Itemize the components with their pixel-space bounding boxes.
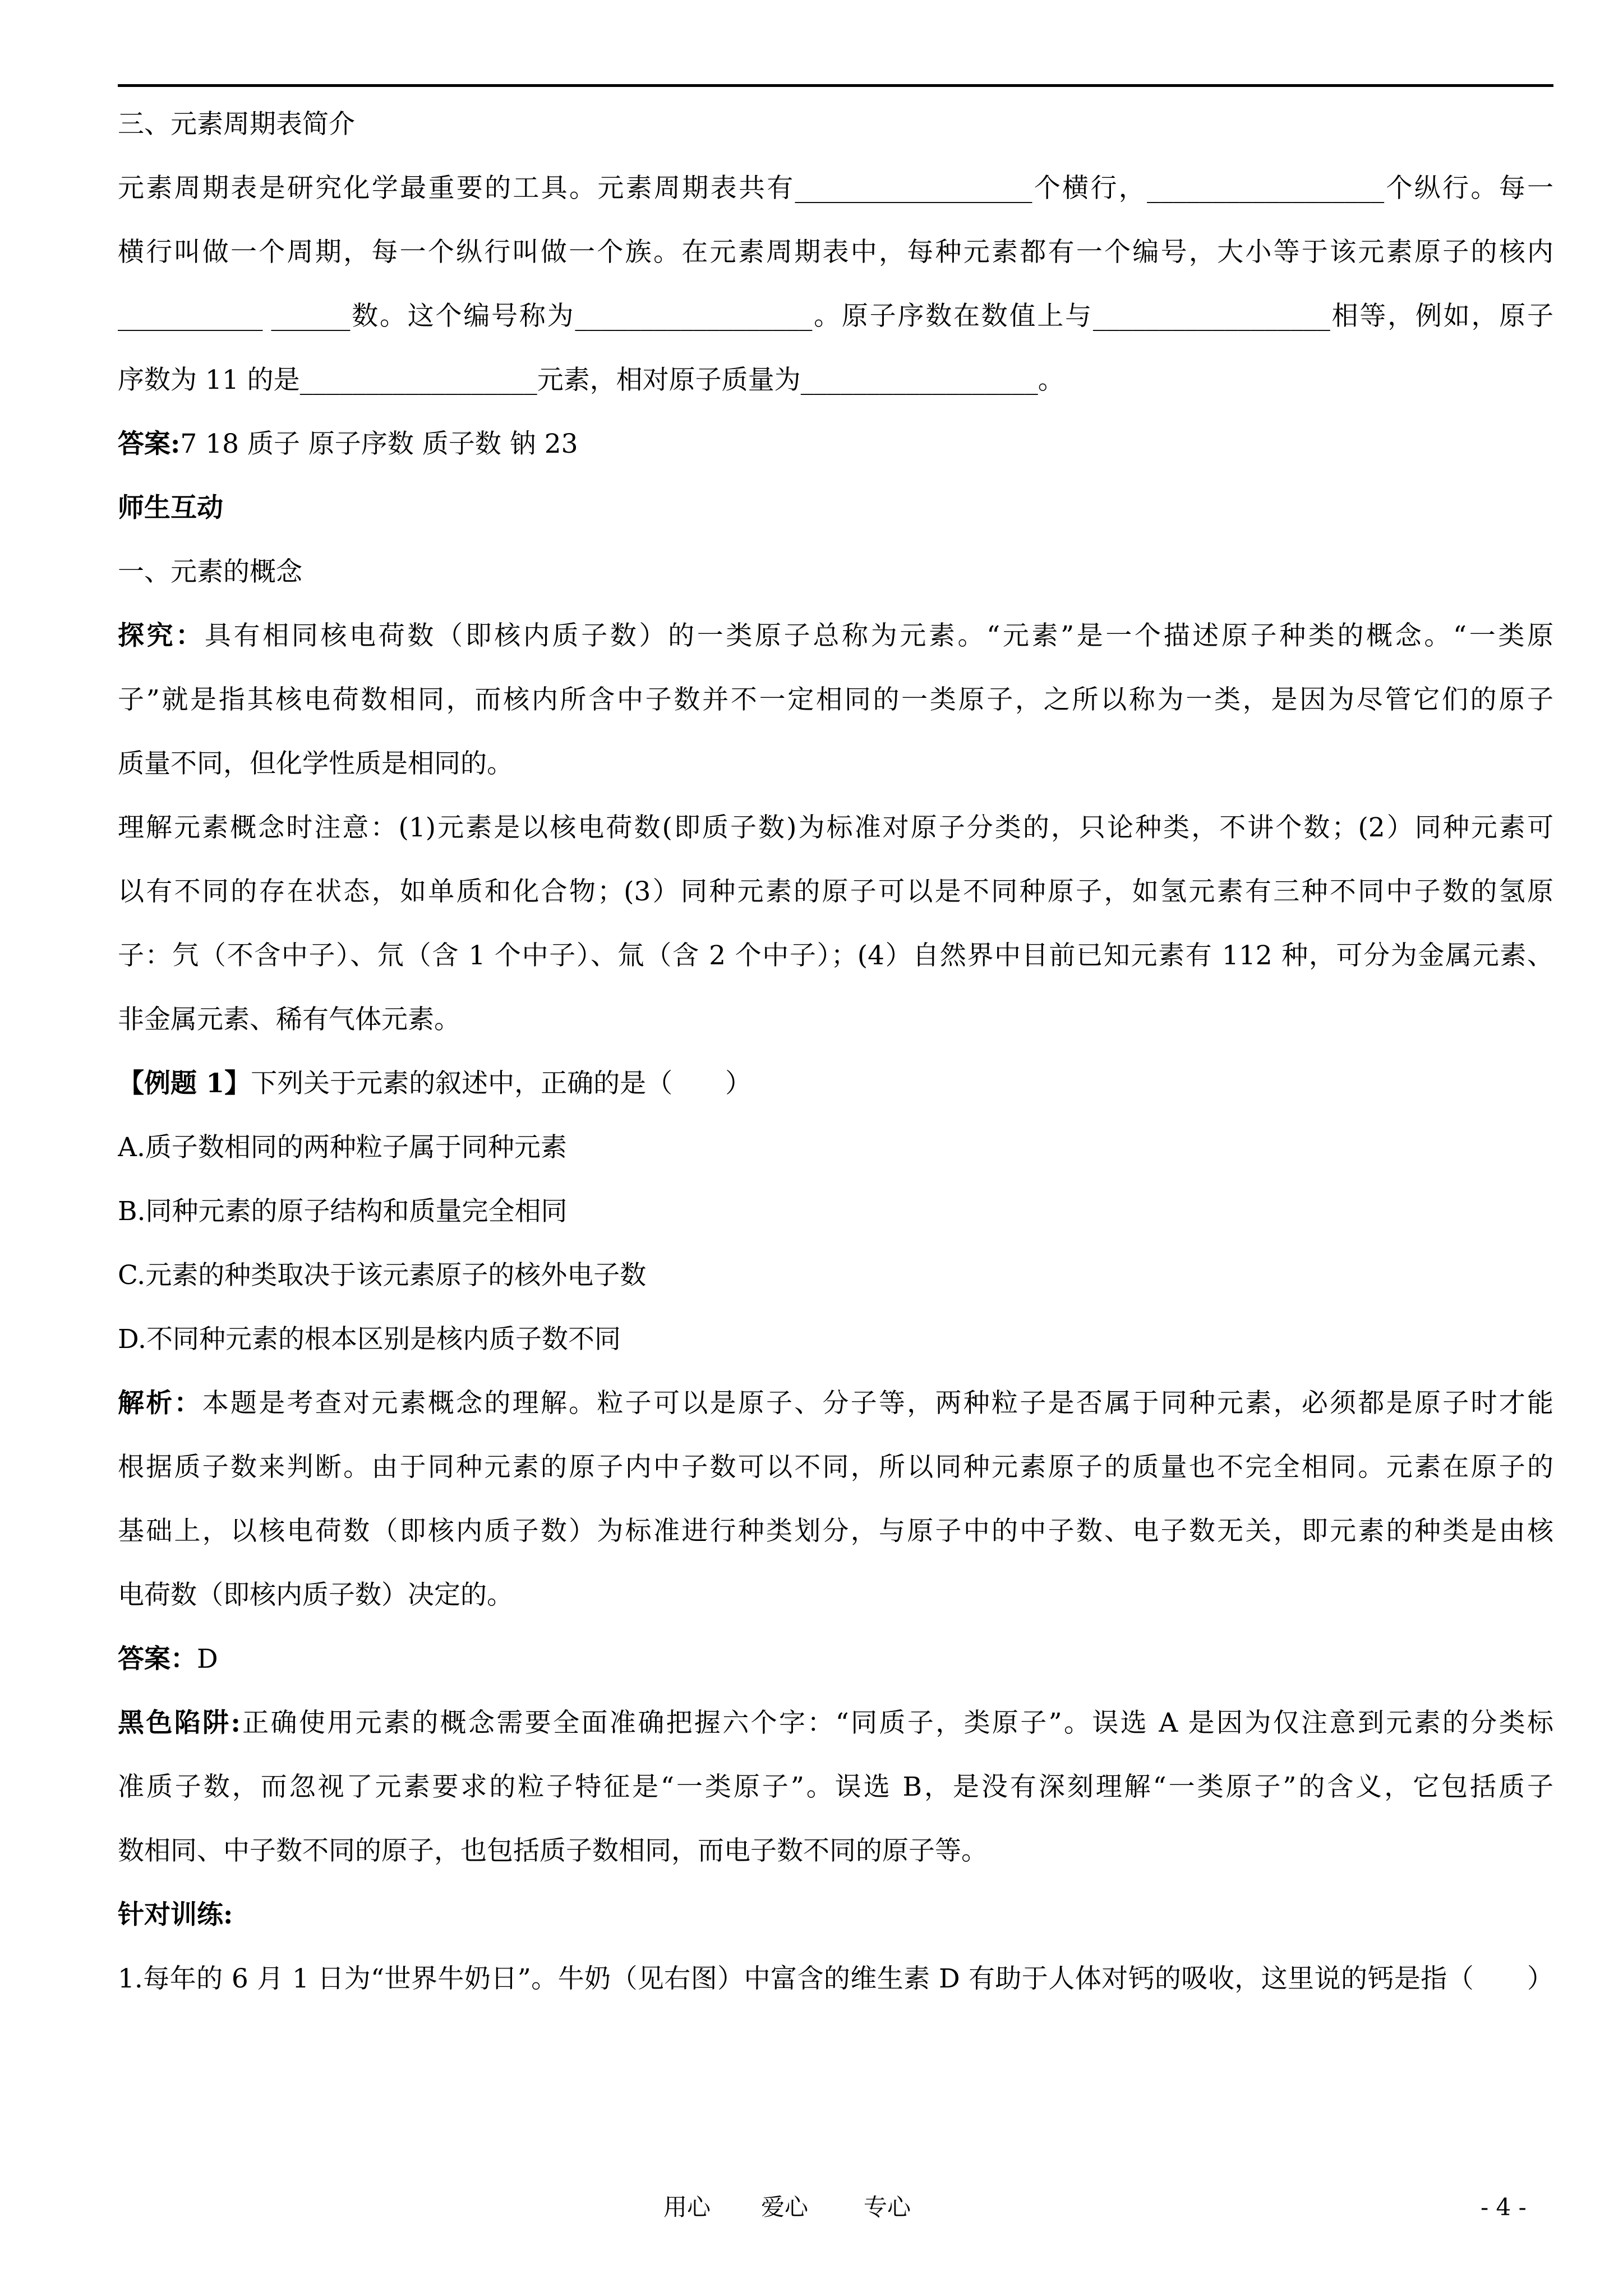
analysis-line-2: 根据质子数来判断。由于同种元素的原子内中子数可以不同，所以同种元素原子的质量也不完全相同。元素在原子的 (118, 1452, 1553, 1483)
fill-blank: __________________ (1092, 301, 1330, 332)
analysis-line-3: 基础上，以核电荷数（即核内质子数）为标准进行种类划分，与原子中的中子数、电子数无关，即元素的种类是由核 (118, 1516, 1553, 1547)
intro-text: 个横行， (1032, 173, 1147, 204)
intro-text: 相等，例如，原子 (1330, 301, 1553, 332)
trap-text: 正确使用元素的概念需要全面准确把握六个字：“同质子，类原子”。误选 A 是因为仅注意到元素的分类标 (240, 1708, 1553, 1738)
footer-motto-1: 用心 (663, 2193, 711, 2221)
intro-text: 个纵行。每一 (1384, 173, 1553, 204)
intro-text: 数。这个编号称为 (350, 301, 575, 332)
header-rule (118, 84, 1553, 87)
notes-line-3: 子：氕（不含中子）、氘（含 1 个中子）、氚（含 2 个中子）；(4）自然界中目前已知元素有 112 种，可分为金属元素、 (118, 940, 1553, 971)
answer-text: 7 18 质子 原子序数 质子数 钠 23 (180, 429, 578, 459)
training-heading: 针对训练: (118, 1899, 233, 1930)
explore-text: 具有相同核电荷数（即核内质子数）的一类原子总称为元素。“元素”是一个描述原子种类的概念。“一类原 (204, 620, 1553, 651)
analysis-label: 解析： (118, 1388, 202, 1419)
intro-line-1 (118, 157, 1553, 220)
intro-text: 。 (1038, 365, 1064, 395)
fill-blank: ___________ ______ (118, 301, 351, 332)
notes-line-2: 以有不同的存在状态，如单质和化合物；(3）同种元素的原子可以是不同种原子，如氢元素有三种不同中子数的氢原 (118, 876, 1553, 907)
trap-line-3: 数相同、中子数不同的原子，也包括质子数相同，而电子数不同的原子等。 (118, 1835, 988, 1866)
notes-line-4: 非金属元素、稀有气体元素。 (118, 1004, 460, 1035)
intro-text: 序数为 11 的是 (118, 365, 300, 395)
analysis-line-1 (118, 1372, 1553, 1435)
explore-line-1 (118, 604, 1553, 668)
subsection-title: 一、元素的概念 (118, 556, 302, 587)
document-body (118, 93, 1553, 2011)
answer-label: 答案: (118, 429, 181, 459)
intro-text: 。原子序数在数值上与 (812, 301, 1093, 332)
option-c: C.元素的种类取决于该元素原子的核外电子数 (118, 1260, 647, 1291)
example-text: 下列关于元素的叙述中，正确的是（ ） (251, 1068, 752, 1099)
intro-text: 元素周期表是研究化学最重要的工具。元素周期表共有 (118, 173, 795, 204)
section-title: 三、元素周期表简介 (118, 109, 355, 140)
trap-label: 黑色陷阱: (118, 1708, 241, 1738)
trap-line-2: 准质子数，而忽视了元素要求的粒子特征是“一类原子”。误选 B，是没有深刻理解“一类原子”的含义，它包括质子 (118, 1772, 1553, 1802)
answer-label: 答案： (118, 1644, 197, 1674)
trap-line-1 (118, 1691, 1553, 1755)
training-question-1: 1.每年的 6 月 1 日为“世界牛奶日”。牛奶（见右图）中富含的维生素 D 有助于人体对钙的吸收，这里说的钙是指（ ） (118, 1963, 1553, 1994)
fill-blank: __________________ (795, 173, 1032, 204)
option-d: D.不同种元素的根本区别是核内质子数不同 (118, 1324, 621, 1355)
footer-motto-3: 专心 (864, 2193, 911, 2221)
example-question (118, 1052, 1553, 1116)
explore-label: 探究： (118, 620, 205, 651)
intro-line-3 (118, 284, 1553, 348)
option-a: A.质子数相同的两种粒子属于同种元素 (118, 1132, 567, 1163)
fill-blank: __________________ (575, 301, 813, 332)
explore-line-3: 质量不同，但化学性质是相同的。 (118, 748, 513, 779)
interaction-heading: 师生互动 (118, 493, 223, 523)
example-label: 【例题 1】 (118, 1068, 251, 1099)
page-number: - 4 - (1481, 2193, 1527, 2221)
analysis-text: 本题是考查对元素概念的理解。粒子可以是原子、分子等，两种粒子是否属于同种元素，必须都是原子时才能 (202, 1388, 1553, 1419)
fill-blank: __________________ (1147, 173, 1385, 204)
analysis-line-4: 电荷数（即核内质子数）决定的。 (118, 1580, 513, 1611)
answer-text: D (197, 1644, 218, 1674)
answer-2 (118, 1627, 1553, 1691)
fill-blank: __________________ (299, 365, 537, 395)
intro-text: 元素，相对原子质量为 (537, 365, 801, 395)
explore-line-2: 子”就是指其核电荷数相同，而核内所含中子数并不一定相同的一类原子，之所以称为一类，是因为尽管它们的原子 (118, 684, 1553, 715)
intro-line-4 (118, 348, 1553, 412)
footer-motto-2: 爱心 (761, 2193, 809, 2221)
option-b: B.同种元素的原子结构和质量完全相同 (118, 1196, 568, 1227)
notes-line-1: 理解元素概念时注意：(1)元素是以核电荷数(即质子数)为标准对原子分类的，只论种类，不讲个数；(2）同种元素可 (118, 812, 1553, 843)
fill-blank: __________________ (800, 365, 1038, 395)
answer-1 (118, 412, 1553, 476)
intro-line-2: 横行叫做一个周期，每一个纵行叫做一个族。在元素周期表中，每种元素都有一个编号，大小等于该元素原子的核内 (118, 237, 1553, 268)
